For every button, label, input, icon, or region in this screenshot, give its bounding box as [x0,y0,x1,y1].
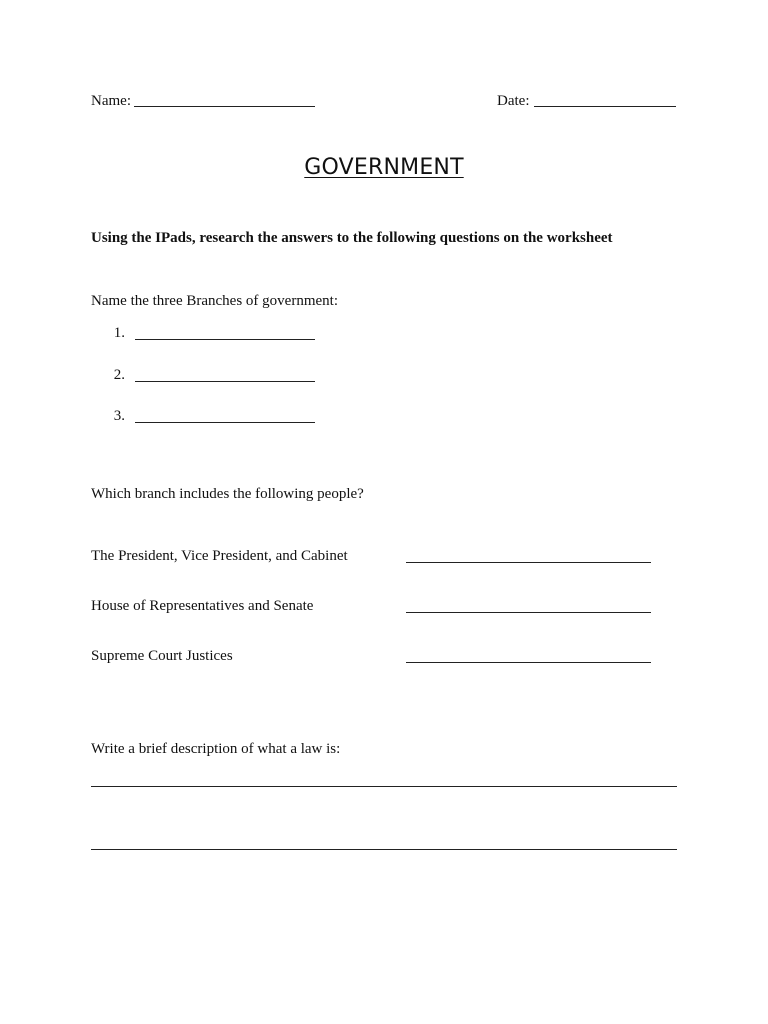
branch-answer-1[interactable] [135,339,315,340]
branch-number-2: 2. [113,367,125,383]
people-row-answer-1[interactable] [406,562,651,563]
people-row-label-3: Supreme Court Justices [91,648,233,664]
law-answer-line-2[interactable] [91,849,677,850]
name-field[interactable] [134,106,315,107]
law-answer-line-1[interactable] [91,786,677,787]
people-row-label-1: The President, Vice President, and Cabinet [91,548,348,564]
date-field[interactable] [534,106,676,107]
date-label: Date: [497,93,530,109]
branch-number-3: 3. [113,408,125,424]
branches-prompt: Name the three Branches of government: [91,293,338,309]
page-title: GOVERNMENT [304,155,464,180]
people-prompt: Which branch includes the following people? [91,486,364,502]
branch-answer-2[interactable] [135,381,315,382]
branch-number-1: 1. [113,325,125,341]
people-row-answer-3[interactable] [406,662,651,663]
law-prompt: Write a brief description of what a law is: [91,741,341,757]
branch-answer-3[interactable] [135,422,315,423]
name-label: Name: [91,93,131,109]
people-row-answer-2[interactable] [406,612,651,613]
instructions: Using the IPads, research the answers to the following questions on the worksheet [91,230,613,246]
people-row-label-2: House of Representatives and Senate [91,598,314,614]
